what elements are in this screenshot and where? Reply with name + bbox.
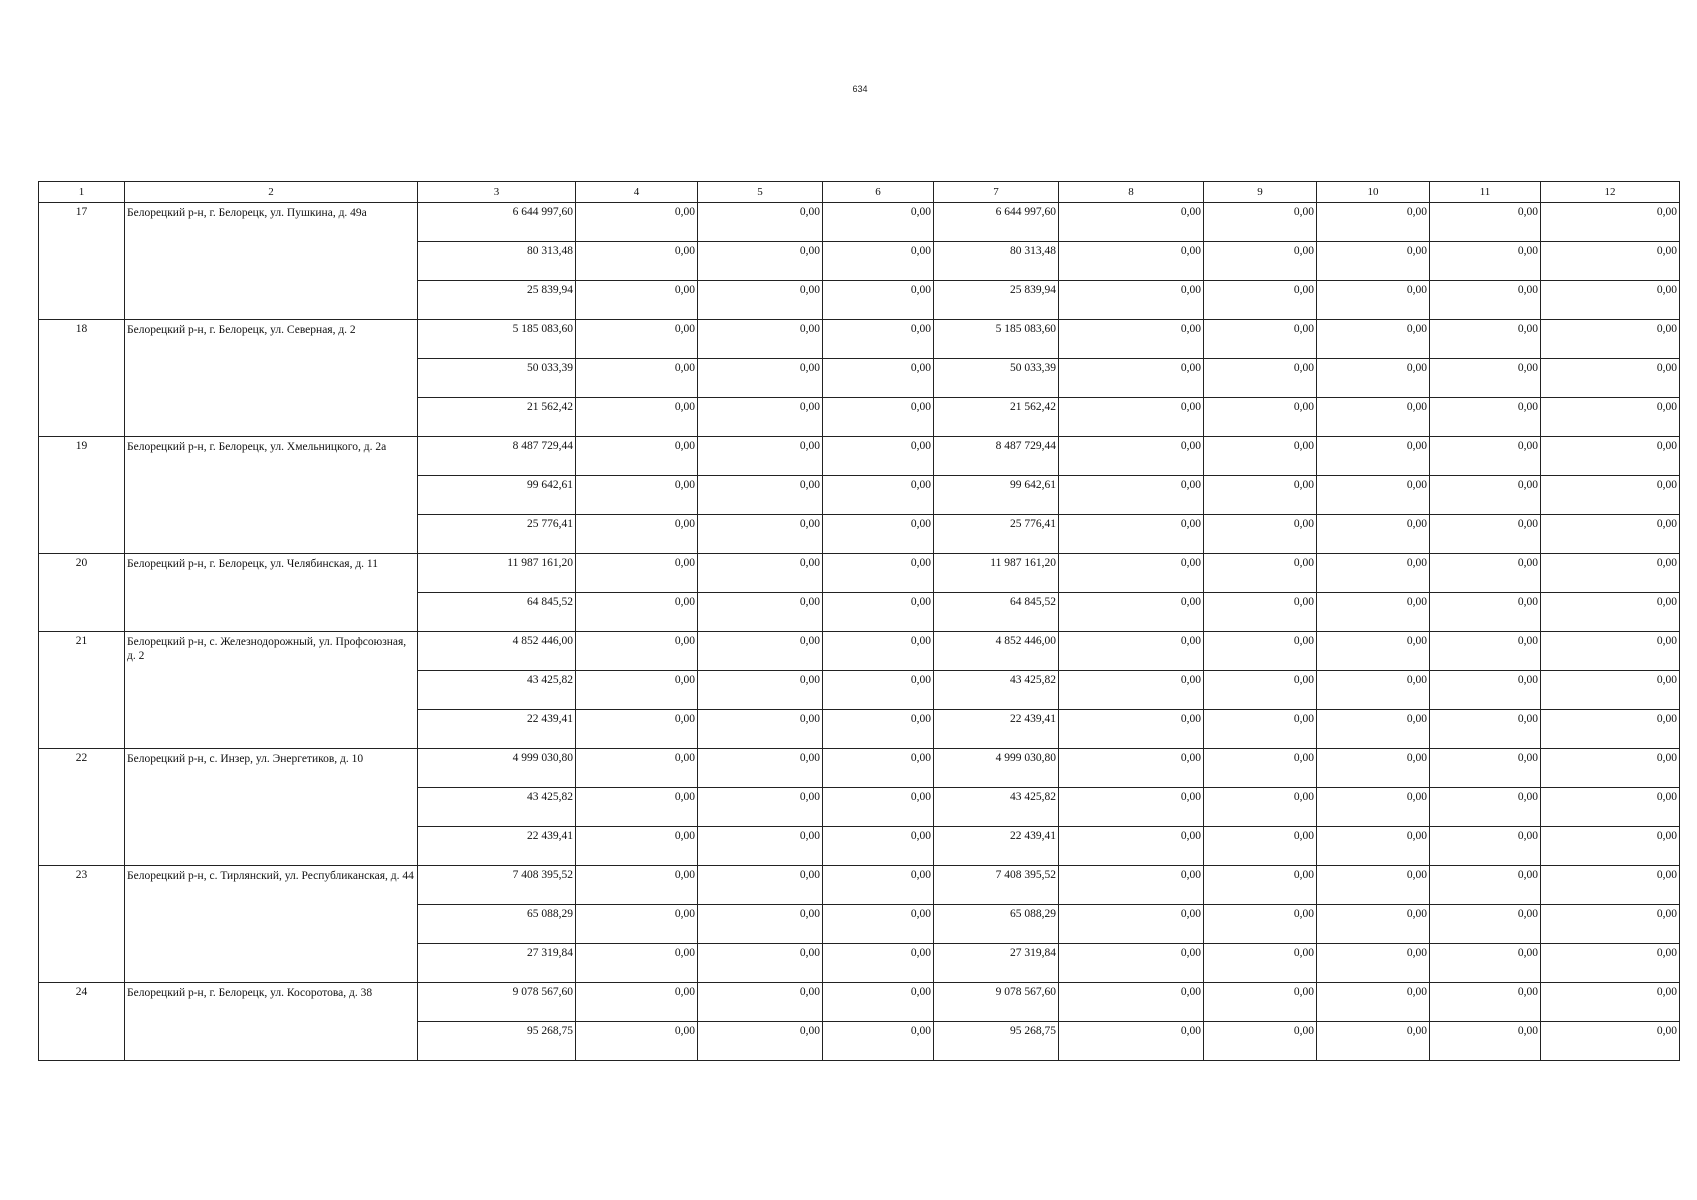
value-cell-col-7: 27 319,84 [934,944,1059,983]
value-cell-col-9: 0,00 [1204,827,1317,866]
value-cell-col-3: 9 078 567,60 [418,983,576,1022]
value-cell-col-11: 0,00 [1430,788,1541,827]
value-cell-col-8: 0,00 [1059,983,1204,1022]
table-row [39,866,1680,905]
value-cell-col-4: 0,00 [576,983,698,1022]
value-cell-col-9: 0,00 [1204,671,1317,710]
register-table [38,181,1680,1061]
value-cell-col-10: 0,00 [1317,710,1430,749]
table-row [39,632,1680,671]
value-cell-col-6: 0,00 [823,359,934,398]
table-header [39,182,1680,203]
value-cell-col-11: 0,00 [1430,1022,1541,1061]
value-cell-col-3: 25 839,94 [418,281,576,320]
value-cell-col-11: 0,00 [1430,320,1541,359]
value-cell-col-12: 0,00 [1541,866,1680,905]
value-cell-col-5: 0,00 [698,710,823,749]
row-number: 20 [39,554,125,632]
row-number: 19 [39,437,125,554]
value-cell-col-8: 0,00 [1059,905,1204,944]
column-header-2: 2 [125,182,418,203]
value-cell-col-7: 25 776,41 [934,515,1059,554]
table-row [39,203,1680,242]
value-cell-col-12: 0,00 [1541,515,1680,554]
value-cell-col-10: 0,00 [1317,398,1430,437]
value-cell-col-11: 0,00 [1430,281,1541,320]
value-cell-col-7: 95 268,75 [934,1022,1059,1061]
value-cell-col-12: 0,00 [1541,281,1680,320]
value-cell-col-7: 22 439,41 [934,827,1059,866]
value-cell-col-5: 0,00 [698,398,823,437]
row-number: 17 [39,203,125,320]
value-cell-col-7: 25 839,94 [934,281,1059,320]
address-cell: Белорецкий р-н, г. Белорецк, ул. Хмельницкого, д. 2а [125,437,418,554]
value-cell-col-10: 0,00 [1317,905,1430,944]
value-cell-col-12: 0,00 [1541,905,1680,944]
value-cell-col-9: 0,00 [1204,281,1317,320]
value-cell-col-8: 0,00 [1059,593,1204,632]
table-row [39,437,1680,476]
value-cell-col-10: 0,00 [1317,281,1430,320]
value-cell-col-8: 0,00 [1059,866,1204,905]
value-cell-col-8: 0,00 [1059,671,1204,710]
value-cell-col-3: 4 852 446,00 [418,632,576,671]
table-row [39,554,1680,593]
value-cell-col-9: 0,00 [1204,437,1317,476]
value-cell-col-8: 0,00 [1059,710,1204,749]
value-cell-col-12: 0,00 [1541,632,1680,671]
value-cell-col-11: 0,00 [1430,242,1541,281]
value-cell-col-7: 11 987 161,20 [934,554,1059,593]
value-cell-col-11: 0,00 [1430,944,1541,983]
value-cell-col-10: 0,00 [1317,671,1430,710]
value-cell-col-3: 64 845,52 [418,593,576,632]
value-cell-col-7: 65 088,29 [934,905,1059,944]
value-cell-col-3: 11 987 161,20 [418,554,576,593]
value-cell-col-5: 0,00 [698,554,823,593]
value-cell-col-4: 0,00 [576,749,698,788]
value-cell-col-9: 0,00 [1204,593,1317,632]
value-cell-col-9: 0,00 [1204,632,1317,671]
table-body [39,203,1680,1061]
value-cell-col-8: 0,00 [1059,827,1204,866]
value-cell-col-8: 0,00 [1059,632,1204,671]
value-cell-col-4: 0,00 [576,905,698,944]
value-cell-col-3: 27 319,84 [418,944,576,983]
address-cell: Белорецкий р-н, с. Инзер, ул. Энергетиков, д. 10 [125,749,418,866]
value-cell-col-5: 0,00 [698,827,823,866]
value-cell-col-6: 0,00 [823,827,934,866]
value-cell-col-9: 0,00 [1204,1022,1317,1061]
value-cell-col-6: 0,00 [823,788,934,827]
value-cell-col-11: 0,00 [1430,710,1541,749]
value-cell-col-5: 0,00 [698,281,823,320]
value-cell-col-3: 6 644 997,60 [418,203,576,242]
value-cell-col-8: 0,00 [1059,1022,1204,1061]
column-header-7: 7 [934,182,1059,203]
value-cell-col-4: 0,00 [576,281,698,320]
value-cell-col-10: 0,00 [1317,632,1430,671]
value-cell-col-9: 0,00 [1204,242,1317,281]
table-row [39,320,1680,359]
value-cell-col-9: 0,00 [1204,866,1317,905]
value-cell-col-12: 0,00 [1541,203,1680,242]
value-cell-col-11: 0,00 [1430,515,1541,554]
address-cell: Белорецкий р-н, г. Белорецк, ул. Косоротова, д. 38 [125,983,418,1061]
value-cell-col-10: 0,00 [1317,983,1430,1022]
value-cell-col-5: 0,00 [698,203,823,242]
value-cell-col-10: 0,00 [1317,554,1430,593]
value-cell-col-11: 0,00 [1430,203,1541,242]
value-cell-col-6: 0,00 [823,905,934,944]
value-cell-col-10: 0,00 [1317,749,1430,788]
value-cell-col-6: 0,00 [823,320,934,359]
value-cell-col-12: 0,00 [1541,944,1680,983]
value-cell-col-3: 50 033,39 [418,359,576,398]
column-header-5: 5 [698,182,823,203]
value-cell-col-4: 0,00 [576,203,698,242]
value-cell-col-11: 0,00 [1430,398,1541,437]
value-cell-col-5: 0,00 [698,788,823,827]
value-cell-col-4: 0,00 [576,944,698,983]
value-cell-col-11: 0,00 [1430,827,1541,866]
row-number: 24 [39,983,125,1061]
value-cell-col-11: 0,00 [1430,983,1541,1022]
column-header-9: 9 [1204,182,1317,203]
value-cell-col-4: 0,00 [576,476,698,515]
value-cell-col-6: 0,00 [823,476,934,515]
value-cell-col-9: 0,00 [1204,710,1317,749]
value-cell-col-3: 22 439,41 [418,710,576,749]
value-cell-col-3: 7 408 395,52 [418,866,576,905]
value-cell-col-3: 4 999 030,80 [418,749,576,788]
value-cell-col-9: 0,00 [1204,983,1317,1022]
value-cell-col-6: 0,00 [823,203,934,242]
value-cell-col-12: 0,00 [1541,827,1680,866]
table-row [39,983,1680,1022]
value-cell-col-6: 0,00 [823,554,934,593]
value-cell-col-6: 0,00 [823,749,934,788]
value-cell-col-6: 0,00 [823,944,934,983]
value-cell-col-7: 7 408 395,52 [934,866,1059,905]
value-cell-col-3: 43 425,82 [418,788,576,827]
value-cell-col-8: 0,00 [1059,320,1204,359]
value-cell-col-4: 0,00 [576,788,698,827]
value-cell-col-12: 0,00 [1541,1022,1680,1061]
row-number: 22 [39,749,125,866]
address-cell: Белорецкий р-н, г. Белорецк, ул. Челябинская, д. 11 [125,554,418,632]
value-cell-col-7: 9 078 567,60 [934,983,1059,1022]
value-cell-col-3: 25 776,41 [418,515,576,554]
value-cell-col-9: 0,00 [1204,203,1317,242]
value-cell-col-11: 0,00 [1430,671,1541,710]
value-cell-col-11: 0,00 [1430,359,1541,398]
value-cell-col-8: 0,00 [1059,281,1204,320]
value-cell-col-10: 0,00 [1317,242,1430,281]
value-cell-col-9: 0,00 [1204,554,1317,593]
value-cell-col-9: 0,00 [1204,359,1317,398]
value-cell-col-8: 0,00 [1059,476,1204,515]
value-cell-col-6: 0,00 [823,281,934,320]
value-cell-col-8: 0,00 [1059,359,1204,398]
value-cell-col-5: 0,00 [698,593,823,632]
value-cell-col-6: 0,00 [823,1022,934,1061]
value-cell-col-4: 0,00 [576,437,698,476]
column-header-3: 3 [418,182,576,203]
value-cell-col-10: 0,00 [1317,788,1430,827]
value-cell-col-11: 0,00 [1430,905,1541,944]
value-cell-col-5: 0,00 [698,749,823,788]
row-number: 23 [39,866,125,983]
value-cell-col-12: 0,00 [1541,983,1680,1022]
value-cell-col-6: 0,00 [823,710,934,749]
value-cell-col-3: 43 425,82 [418,671,576,710]
value-cell-col-7: 50 033,39 [934,359,1059,398]
value-cell-col-3: 5 185 083,60 [418,320,576,359]
value-cell-col-3: 65 088,29 [418,905,576,944]
value-cell-col-8: 0,00 [1059,242,1204,281]
value-cell-col-5: 0,00 [698,944,823,983]
value-cell-col-8: 0,00 [1059,788,1204,827]
value-cell-col-7: 6 644 997,60 [934,203,1059,242]
column-header-1: 1 [39,182,125,203]
value-cell-col-12: 0,00 [1541,671,1680,710]
value-cell-col-12: 0,00 [1541,437,1680,476]
value-cell-col-12: 0,00 [1541,398,1680,437]
value-cell-col-11: 0,00 [1430,554,1541,593]
value-cell-col-5: 0,00 [698,476,823,515]
value-cell-col-4: 0,00 [576,632,698,671]
value-cell-col-4: 0,00 [576,1022,698,1061]
value-cell-col-8: 0,00 [1059,749,1204,788]
value-cell-col-5: 0,00 [698,866,823,905]
value-cell-col-9: 0,00 [1204,749,1317,788]
value-cell-col-10: 0,00 [1317,944,1430,983]
value-cell-col-9: 0,00 [1204,476,1317,515]
value-cell-col-7: 8 487 729,44 [934,437,1059,476]
value-cell-col-5: 0,00 [698,632,823,671]
value-cell-col-6: 0,00 [823,983,934,1022]
value-cell-col-4: 0,00 [576,710,698,749]
value-cell-col-12: 0,00 [1541,788,1680,827]
value-cell-col-12: 0,00 [1541,476,1680,515]
value-cell-col-3: 99 642,61 [418,476,576,515]
value-cell-col-6: 0,00 [823,437,934,476]
table-row [39,749,1680,788]
value-cell-col-5: 0,00 [698,359,823,398]
value-cell-col-9: 0,00 [1204,515,1317,554]
value-cell-col-7: 22 439,41 [934,710,1059,749]
value-cell-col-6: 0,00 [823,515,934,554]
value-cell-col-9: 0,00 [1204,944,1317,983]
header-row [39,182,1680,203]
value-cell-col-5: 0,00 [698,320,823,359]
address-cell: Белорецкий р-н, с. Тирлянский, ул. Республиканская, д. 44 [125,866,418,983]
value-cell-col-12: 0,00 [1541,320,1680,359]
value-cell-col-6: 0,00 [823,671,934,710]
address-cell: Белорецкий р-н, г. Белорецк, ул. Пушкина, д. 49а [125,203,418,320]
value-cell-col-4: 0,00 [576,866,698,905]
value-cell-col-4: 0,00 [576,827,698,866]
value-cell-col-9: 0,00 [1204,905,1317,944]
value-cell-col-6: 0,00 [823,866,934,905]
value-cell-col-11: 0,00 [1430,437,1541,476]
value-cell-col-10: 0,00 [1317,593,1430,632]
value-cell-col-10: 0,00 [1317,1022,1430,1061]
value-cell-col-5: 0,00 [698,515,823,554]
value-cell-col-9: 0,00 [1204,398,1317,437]
value-cell-col-7: 43 425,82 [934,671,1059,710]
value-cell-col-10: 0,00 [1317,437,1430,476]
value-cell-col-3: 22 439,41 [418,827,576,866]
value-cell-col-4: 0,00 [576,242,698,281]
value-cell-col-7: 64 845,52 [934,593,1059,632]
column-header-6: 6 [823,182,934,203]
column-header-10: 10 [1317,182,1430,203]
value-cell-col-8: 0,00 [1059,515,1204,554]
value-cell-col-5: 0,00 [698,1022,823,1061]
column-header-8: 8 [1059,182,1204,203]
value-cell-col-11: 0,00 [1430,866,1541,905]
value-cell-col-12: 0,00 [1541,554,1680,593]
value-cell-col-10: 0,00 [1317,203,1430,242]
value-cell-col-7: 5 185 083,60 [934,320,1059,359]
value-cell-col-10: 0,00 [1317,359,1430,398]
value-cell-col-7: 43 425,82 [934,788,1059,827]
row-number: 21 [39,632,125,749]
value-cell-col-7: 4 852 446,00 [934,632,1059,671]
value-cell-col-8: 0,00 [1059,944,1204,983]
value-cell-col-8: 0,00 [1059,398,1204,437]
value-cell-col-12: 0,00 [1541,593,1680,632]
value-cell-col-4: 0,00 [576,359,698,398]
value-cell-col-10: 0,00 [1317,827,1430,866]
value-cell-col-9: 0,00 [1204,320,1317,359]
value-cell-col-10: 0,00 [1317,476,1430,515]
value-cell-col-7: 80 313,48 [934,242,1059,281]
value-cell-col-3: 8 487 729,44 [418,437,576,476]
value-cell-col-4: 0,00 [576,671,698,710]
value-cell-col-11: 0,00 [1430,476,1541,515]
value-cell-col-4: 0,00 [576,593,698,632]
value-cell-col-5: 0,00 [698,983,823,1022]
value-cell-col-6: 0,00 [823,632,934,671]
value-cell-col-7: 21 562,42 [934,398,1059,437]
value-cell-col-11: 0,00 [1430,593,1541,632]
value-cell-col-12: 0,00 [1541,710,1680,749]
value-cell-col-11: 0,00 [1430,749,1541,788]
value-cell-col-3: 95 268,75 [418,1022,576,1061]
value-cell-col-5: 0,00 [698,905,823,944]
value-cell-col-5: 0,00 [698,671,823,710]
value-cell-col-3: 80 313,48 [418,242,576,281]
value-cell-col-4: 0,00 [576,398,698,437]
page-number: 634 [852,84,868,94]
value-cell-col-10: 0,00 [1317,866,1430,905]
value-cell-col-8: 0,00 [1059,437,1204,476]
value-cell-col-6: 0,00 [823,242,934,281]
value-cell-col-3: 21 562,42 [418,398,576,437]
row-number: 18 [39,320,125,437]
value-cell-col-6: 0,00 [823,398,934,437]
value-cell-col-12: 0,00 [1541,749,1680,788]
value-cell-col-11: 0,00 [1430,632,1541,671]
value-cell-col-5: 0,00 [698,437,823,476]
address-cell: Белорецкий р-н, г. Белорецк, ул. Северная, д. 2 [125,320,418,437]
value-cell-col-10: 0,00 [1317,515,1430,554]
value-cell-col-8: 0,00 [1059,554,1204,593]
column-header-11: 11 [1430,182,1541,203]
value-cell-col-10: 0,00 [1317,320,1430,359]
value-cell-col-12: 0,00 [1541,242,1680,281]
value-cell-col-12: 0,00 [1541,359,1680,398]
value-cell-col-7: 4 999 030,80 [934,749,1059,788]
column-header-4: 4 [576,182,698,203]
value-cell-col-4: 0,00 [576,320,698,359]
value-cell-col-5: 0,00 [698,242,823,281]
value-cell-col-4: 0,00 [576,554,698,593]
value-cell-col-7: 99 642,61 [934,476,1059,515]
value-cell-col-9: 0,00 [1204,788,1317,827]
value-cell-col-8: 0,00 [1059,203,1204,242]
column-header-12: 12 [1541,182,1680,203]
value-cell-col-4: 0,00 [576,515,698,554]
value-cell-col-6: 0,00 [823,593,934,632]
address-cell: Белорецкий р-н, с. Железнодорожный, ул. Профсоюзная, д. 2 [125,632,418,749]
